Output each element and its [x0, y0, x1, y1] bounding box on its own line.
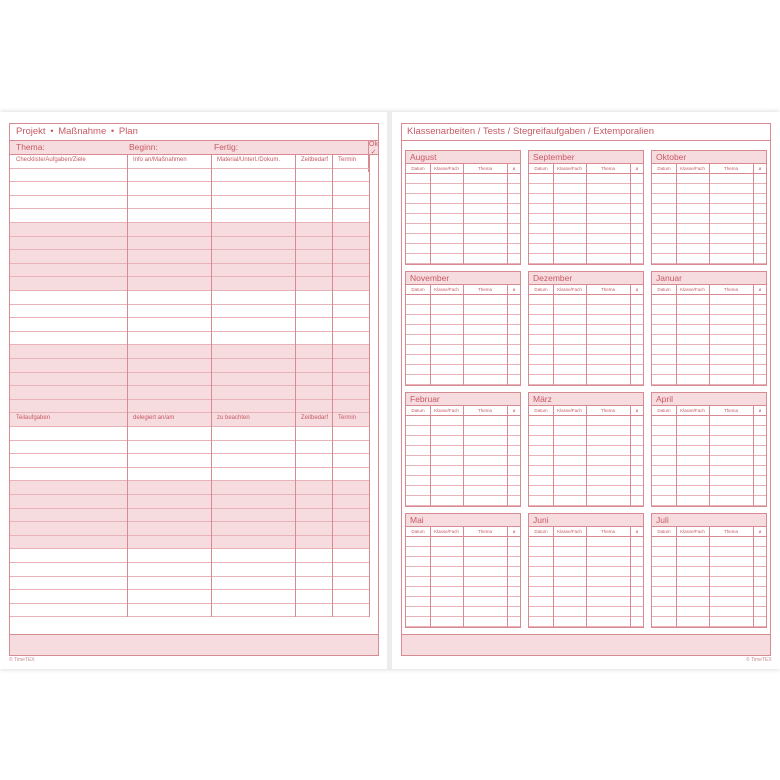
plan-row — [10, 345, 369, 359]
month-column-divider — [430, 406, 431, 506]
plan-row — [10, 454, 369, 468]
month-column-header: Klasse/Fach — [434, 408, 459, 413]
plan-row — [10, 250, 369, 264]
month-block — [528, 150, 644, 265]
month-column-header: ø — [635, 166, 639, 171]
month-column-divider — [709, 527, 710, 627]
plan-row — [10, 223, 369, 237]
month-column-divider — [463, 527, 464, 627]
month-column-divider — [630, 527, 631, 627]
month-column-header: Thema — [600, 287, 615, 292]
month-column-divider — [586, 285, 587, 385]
month-column-header: ø — [512, 287, 516, 292]
column-header: Termin — [338, 415, 357, 422]
month-column-header: Datum — [534, 408, 548, 413]
month-column-header: Thema — [600, 166, 615, 171]
thema-label: Thema: — [16, 142, 45, 152]
column-divider — [211, 155, 212, 617]
month-column-divider — [709, 164, 710, 264]
month-column-header: Datum — [657, 287, 671, 292]
copyright-left: © TimeTEX — [9, 657, 35, 663]
plan-title-separator: • — [110, 126, 115, 137]
month-column-divider — [507, 164, 508, 264]
month-column-divider — [630, 285, 631, 385]
plan-row — [10, 169, 369, 183]
month-column-divider — [709, 406, 710, 506]
month-column-divider — [676, 164, 677, 264]
month-column-header: Thema — [723, 529, 738, 534]
month-block — [405, 392, 521, 507]
checkmark-icon: ✓ — [370, 149, 377, 156]
plan-row — [10, 522, 369, 536]
month-column-divider — [463, 164, 464, 264]
plan-row — [10, 196, 369, 210]
column-divider — [332, 155, 333, 617]
month-column-header: Datum — [411, 529, 425, 534]
month-column-divider — [553, 285, 554, 385]
left-page — [0, 112, 388, 669]
project-plan-form — [9, 123, 379, 656]
column-header: zu beachten — [217, 415, 250, 422]
column-divider — [127, 155, 128, 617]
month-column-divider — [586, 406, 587, 506]
fertig-label: Fertig: — [214, 142, 239, 152]
month-column-header: Klasse/Fach — [434, 166, 459, 171]
month-column-divider — [753, 164, 754, 264]
column-header: Termin — [338, 157, 357, 163]
month-column-divider — [586, 527, 587, 627]
plan-row — [10, 604, 369, 618]
month-name: Juni — [529, 514, 643, 527]
column-header: Material/Unterl./Dokum. — [217, 157, 281, 163]
month-column-header: ø — [635, 408, 639, 413]
month-column-header: Thema — [477, 408, 492, 413]
month-block — [405, 513, 521, 628]
month-name: Oktober — [652, 151, 766, 164]
plan-title-word: Projekt — [16, 126, 46, 137]
month-block — [651, 513, 767, 628]
month-column-header: Klasse/Fach — [680, 529, 705, 534]
plan-row — [10, 359, 369, 373]
column-header-row — [10, 413, 369, 427]
column-header: Info an/Maßnahmen — [133, 157, 187, 163]
month-name: März — [529, 393, 643, 406]
month-column-header: Thema — [477, 529, 492, 534]
month-column-header: Thema — [600, 408, 615, 413]
plan-row — [10, 563, 369, 577]
month-column-divider — [676, 527, 677, 627]
plan-row — [10, 264, 369, 278]
month-name: Juli — [652, 514, 766, 527]
month-column-header: Datum — [657, 529, 671, 534]
month-column-header: ø — [512, 529, 516, 534]
plan-row — [10, 277, 369, 291]
month-column-divider — [676, 285, 677, 385]
month-column-header: ø — [512, 408, 516, 413]
month-column-header: Klasse/Fach — [680, 287, 705, 292]
column-header: Zeitbedarf — [301, 415, 329, 422]
plan-footer-band — [10, 634, 378, 655]
plan-row — [10, 305, 369, 319]
plan-row — [10, 400, 369, 414]
plan-row — [10, 590, 369, 604]
plan-row — [10, 318, 369, 332]
month-column-header: Datum — [657, 408, 671, 413]
column-divider — [369, 155, 370, 617]
plan-row — [10, 495, 369, 509]
month-block — [651, 271, 767, 386]
plan-row — [10, 509, 369, 523]
month-column-divider — [553, 406, 554, 506]
right-page — [391, 112, 780, 669]
month-name: April — [652, 393, 766, 406]
plan-row — [10, 291, 369, 305]
copyright-right: © TimeTEX — [746, 657, 772, 663]
plan-title — [10, 124, 378, 141]
month-column-header: Klasse/Fach — [434, 529, 459, 534]
month-column-divider — [553, 527, 554, 627]
month-column-divider — [463, 406, 464, 506]
plan-row — [10, 386, 369, 400]
month-column-divider — [676, 406, 677, 506]
month-column-header: ø — [758, 166, 762, 171]
month-column-header: Thema — [723, 408, 738, 413]
month-column-header: Klasse/Fach — [680, 408, 705, 413]
month-column-header: ø — [758, 287, 762, 292]
column-divider — [295, 155, 296, 617]
month-block — [651, 392, 767, 507]
column-header: delegiert an/am — [133, 415, 175, 422]
month-column-header: ø — [635, 287, 639, 292]
month-column-header: Klasse/Fach — [680, 166, 705, 171]
month-column-header: Klasse/Fach — [434, 287, 459, 292]
month-column-divider — [430, 285, 431, 385]
month-name: Januar — [652, 272, 766, 285]
column-header-row — [10, 155, 369, 169]
plan-row — [10, 209, 369, 223]
month-block — [528, 513, 644, 628]
exams-title: Klassenarbeiten / Tests / Stegreifaufgaben / Extemporalien — [402, 124, 770, 141]
month-column-header: Datum — [534, 166, 548, 171]
month-column-header: Datum — [411, 166, 425, 171]
plan-row — [10, 237, 369, 251]
month-column-divider — [553, 164, 554, 264]
ok-label: Ok — [369, 141, 378, 148]
month-column-divider — [630, 406, 631, 506]
planner-spread — [0, 112, 780, 669]
month-column-header: Klasse/Fach — [557, 287, 582, 292]
plan-row — [10, 577, 369, 591]
month-column-header: ø — [635, 529, 639, 534]
month-column-header: ø — [758, 529, 762, 534]
month-column-divider — [753, 285, 754, 385]
month-column-divider — [430, 164, 431, 264]
month-column-header: ø — [758, 408, 762, 413]
month-column-divider — [753, 527, 754, 627]
month-name: Dezember — [529, 272, 643, 285]
month-column-header: Datum — [534, 529, 548, 534]
month-column-header: Datum — [534, 287, 548, 292]
month-column-divider — [463, 285, 464, 385]
plan-title-word: Maßnahme — [58, 126, 107, 137]
month-name: Mai — [406, 514, 520, 527]
plan-grid — [10, 155, 369, 615]
month-column-divider — [507, 527, 508, 627]
month-block — [651, 150, 767, 265]
plan-row — [10, 481, 369, 495]
plan-row — [10, 549, 369, 563]
month-column-header: Klasse/Fach — [557, 166, 582, 171]
plan-row — [10, 468, 369, 482]
plan-title-word: Plan — [118, 126, 138, 137]
month-name: November — [406, 272, 520, 285]
plan-row — [10, 332, 369, 346]
month-block — [528, 271, 644, 386]
month-column-header: Klasse/Fach — [557, 408, 582, 413]
exam-overview-form — [401, 123, 771, 656]
month-name: September — [529, 151, 643, 164]
plan-row — [10, 182, 369, 196]
month-column-divider — [709, 285, 710, 385]
month-column-header: Thema — [600, 529, 615, 534]
month-column-header: ø — [512, 166, 516, 171]
month-column-header: Thema — [477, 287, 492, 292]
plan-title-separator: • — [50, 126, 54, 137]
plan-row — [10, 441, 369, 455]
month-column-divider — [430, 527, 431, 627]
plan-row — [10, 427, 369, 441]
plan-row — [10, 373, 369, 387]
month-column-divider — [586, 164, 587, 264]
month-block — [528, 392, 644, 507]
plan-row — [10, 536, 369, 550]
exams-footer-band — [402, 634, 770, 655]
month-block — [405, 271, 521, 386]
month-column-header: Thema — [477, 166, 492, 171]
month-column-divider — [507, 406, 508, 506]
column-header: Zeitbedarf — [301, 157, 329, 163]
month-column-header: Datum — [657, 166, 671, 171]
month-column-header: Thema — [723, 166, 738, 171]
month-column-header: Datum — [411, 287, 425, 292]
month-block — [405, 150, 521, 265]
month-name: August — [406, 151, 520, 164]
month-name: Februar — [406, 393, 520, 406]
month-column-header: Klasse/Fach — [557, 529, 582, 534]
month-column-header: Thema — [723, 287, 738, 292]
column-header: Teilaufgaben — [16, 415, 51, 422]
month-column-divider — [507, 285, 508, 385]
plan-meta-row — [10, 141, 378, 155]
beginn-label: Beginn: — [129, 142, 158, 152]
month-column-divider — [753, 406, 754, 506]
month-column-divider — [630, 164, 631, 264]
month-column-header: Datum — [411, 408, 425, 413]
column-header: Checkliste/Aufgaben/Ziele — [16, 157, 86, 163]
